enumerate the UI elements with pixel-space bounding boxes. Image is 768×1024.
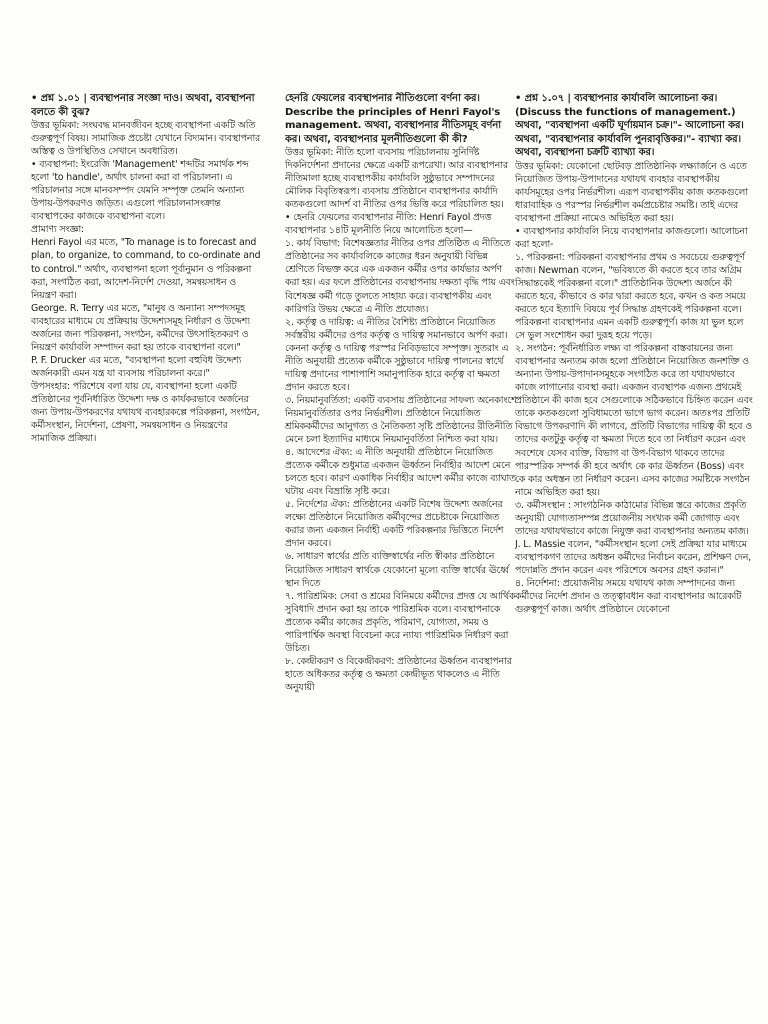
paragraph: ১. পরিকল্পনা: পরিকল্পনা ব্যবস্থাপনার প্রথম ও সবচেয়ে গুরুত্বপূর্ণ কাজ। Newman বলেন, "ভবিষ্যতে কী করতে হবে তার অগ্রিম সিদ্ধান্তকেই পরিকল্পনা বলে।" প্রাতিষ্ঠানিক উদ্দেশ্য অর্জনে কী করতে হবে, কীভাবে ও কার দ্বারা করতে হবে, কখন ও কত সময়ে করতে হবে ইত্যাদি বিষয়ে পূর্ব সিদ্ধান্ত গ্রহণকেই পরিকল্পনা বলে। পরিকল্পনা ব্যবস্থাপনার এমন একটি গুরুত্বপূর্ণ। কাজ যা ভুল হলে সে ভুল সংশোধন করা দুরূহ হয়ে পড়ে। — [515, 251, 746, 342]
question-heading: • প্রশ্ন ১.০১ | ব্যবস্থাপনার সংজ্ঞা দাও। অথবা, ব্যবস্থাপনা বলতে কী বুঝ? — [31, 93, 255, 118]
paragraph: ২. সংগঠন: পূর্বনির্ধারিত লক্ষ্য বা পরিকল্পনা বাস্তবায়নের জন্য ব্যবস্থাপনার অন্যতম কাজ হলো প্রতিষ্ঠানে নিয়োজিত জনশক্তি ও অন্যান্য উপায়-উপাদানসমূহকে সংগঠিত করে তা যথাযথভাবে কাজে লাগানোর ব্যবস্থা করা। একজন ব্যবস্থাপক এজন্য প্রথমেই প্রতিষ্ঠানে কী কাজ হবে সেগুলোকে সঠিকভাবে চিহ্নিত করেন এবং তাকে কতকগুলো সুবিধামতো ভাগে ভাগ করেন। অতঃপর প্রতিটি বিভাগে উপকরণাদি কী লাগবে, প্রতিটি বিভাগের দায়িত্ব কী হবে ও তাদের কতটুকু কর্তৃত্ব বা ক্ষমতা দিতে হবে তা নির্ধারণ করেন এবং সবশেষে যেসব ব্যক্তি, বিভাগ বা উপ-বিভাগ থাকবে তাদের পারস্পরিক সম্পর্ক কী হবে অর্থাৎ কে কার ঊর্ধ্বতন (Boss) এবং কে কার অধস্তন তা নির্ধারণ করেন। এসব কাজের সমষ্টিকে সংগঠন নামে অভিহিত করা হয়। — [515, 343, 753, 498]
paragraph: • হেনরি ফেয়লের ব্যবস্থাপনার নীতি: Henri Fayol প্রদত্ত ব্যবস্থাপনার ১৪টি মূলনীতি নিয়ে আলোচিত হলো— — [285, 212, 492, 237]
paragraph: ৩. নিয়মানুবর্তিতা: একটি ব্যবসায় প্রতিষ্ঠানের সাফল্য অনেকাংশে নিয়মানুবর্তিতার ওপর নির্ভরশীল। প্রতিষ্ঠানে নিয়োজিত শ্রমিককর্মীদের আনুগত্য ও নৈতিকতা সৃষ্টি প্রতিষ্ঠানের রীতিনীতি মেনে চলা ইত্যাদির মাধ্যমে নিয়মানুবর্তিতা নিশ্চিত করা যায়। — [285, 394, 517, 446]
paragraph: প্রামাণ্য সংজ্ঞা: — [31, 224, 85, 236]
paragraph: P. F. Drucker এর মতে, "ব্যবস্থাপনা হলো বহুবিধ উদ্দেশ্য অর্জনকারী এমন যন্ত্র যা ব্যবসায় পরিচালনা করে।" — [31, 354, 242, 379]
paragraph: উত্তর ভূমিকা: যেকোনো ছোটবড় প্রাতিষ্ঠানিক লক্ষ্যার্জনে ও এতে নিয়োজিত উপায়-উপাদানের যথাযথ ব্যবহার ব্যবস্থাপকীয় কার্যসমূহের ওপর নির্ভরশীল। এরূপ ব্যবস্থাপকীয় কাজ কতকগুলো ধারাবাহিক ও পরস্পর নির্ভরশীল কর্মপ্রচেষ্টার সমষ্টি। তাই এদের ব্যবস্থাপনা প্রক্রিয়া নামেও অভিহিত করা হয়। — [515, 160, 748, 224]
paragraph: উপসংহার: পরিশেষে বলা যায় যে, ব্যবস্থাপনা হলো একটি প্রতিষ্ঠানের পূর্বনির্ধারিত উদ্দেশ্য দক্ষ ও কার্যকরভাবে অর্জনের জন্য উপায়-উপকরণের যথাযথ ব্যবহারকল্পে পরিকল্পনা, সংগঠন, কর্মীসংস্থান, নির্দেশনা, প্রেষণা, সমন্বয়সাধন ও নিয়ন্ত্রণের সামাজিক প্রক্রিয়া। — [31, 380, 260, 445]
paragraph: উত্তর ভূমিকা: নীতি হলো ব্যবসায় পরিচালনায় সুনির্দিষ্ট দিকনির্দেশনা প্রদানের ক্ষেত্রে একটি রূপরেখা। আর ব্যবস্থাপনার নীতিমালা হচ্ছে ব্যবস্থাপকীয় কার্যাবলি সুষ্ঠুভাবে সম্পাদনের মৌলিক বিবৃতিস্বরূপ। ব্যবসায় প্রতিষ্ঠানে ব্যবস্থাপনার কার্যাদি কতকগুলো আদর্শ বা নীতির ওপর ভিত্তি করে পরিচালিত হয়। — [285, 147, 508, 211]
paragraph: • ব্যবস্থাপনা: ইংরেজি 'Management' শব্দটির সমার্থক শব্দ হলো 'to handle', অর্থাৎ চালনা করা বা পরিচালনা। এ পরিচালনার সঙ্গে মানবসম্পদ যেমনি সম্পৃক্ত তেমনি অন্যান্য উপায়-উপকরণও জড়িত। এগুলো পরিচালনাসংক্রান্ত ব্যবস্থাপকের কাজকে ব্যবস্থাপনা বলে। — [31, 159, 249, 223]
paragraph: ৮. কেন্দ্রীকরণ ও বিকেন্দ্রীকরণ: প্রতিষ্ঠানের ঊর্ধ্বতন ব্যবস্থাপনার হাতে অধিকতর কর্তৃত্ব ও ক্ষমতা কেন্দ্রীভূত থাকলেও এ নীতি অনুযায়ী — [285, 655, 512, 693]
paragraph: ২. কর্তৃত্ব ও দায়িত্ব: এ নীতির বৈশিষ্ট্য প্রতিষ্ঠানে নিয়োজিত সর্বস্তরীয় কর্মীদের ওপর কর্তৃত্ব ও দায়িত্ব সমানভাবে অর্পণ করা। কেননা কর্তৃত্ব ও দায়িত্ব পরস্পর নিবিড়ভাবে সম্পৃক্ত। সুতরাং এ নীতি অনুযায়ী প্রত্যেক কর্মীকে সুষ্ঠুভাবে দায়িত্ব পালনের স্বার্থে দায়িত্ব প্রদানের পাশাপাশি সমানুপাতিক হারে কর্তৃত্ব বা ক্ষমতা প্রদান করতে হবে। — [285, 316, 509, 393]
paragraph: ৩. কর্মীসংস্থান : সাংগঠনিক কাঠামোর বিভিন্ন স্তরে কাজের প্রকৃতি অনুযায়ী যোগ্যতাসম্পন্ন প্রয়োজনীয় সংখ্যক কর্মী জোগাড় এবং তাদের যথাযথভাবে কাজে নিযুক্ত করা ব্যবস্থাপনার অন্যতম কাজ। J. L. Massie বলেন, "কর্মীসংস্থান হলো সেই প্রক্রিয়া যার মাধ্যমে ব্যবস্থাপকগণ তাদের অধস্তন কর্মীদের নির্বাচন করেন, প্রশিক্ষণ দেন, পদোন্নতি প্রদান করেন এবং পরিশেষে অবসর গ্রহণ করান।" — [515, 499, 752, 576]
paragraph: • ব্যবস্থাপনার কার্যাবলি নিয়ে ব্যবস্থাপনার কাজগুলো। আলোচনা করা হলো- — [515, 225, 748, 250]
paragraph: ৪. আদেশের ঐক্য: এ নীতি অনুযায়ী প্রতিষ্ঠানে নিয়োজিত প্রত্যেক কর্মীকে শুধুমাত্র একজন ঊর্ধ্বতন নির্বাহীর আদেশ মেনে চলতে হবে। কারণ একাধিক নির্বাহীর আদেশ কর্মীর কাজে ব্যাঘাত ঘটায় এবং বিভ্রান্তি সৃষ্টি করে। — [285, 447, 516, 498]
paragraph: ৬. সাধারণ স্বার্থের প্রতি ব্যক্তিস্বার্থের নতি স্বীকার প্রতিষ্ঠানে নিয়োজিত সাধারণ স্বার্থকে যেকোনো মূল্যে ব্যক্তি স্বার্থের ঊর্ধ্বে স্থান দিতে — [285, 551, 509, 589]
paragraph: ৪. নির্দেশনা: প্রয়োজনীয় সময়ে যথাযথ কাজ সম্পাদনের জন্য কর্মীদের নির্দেশ প্রদান ও তত্ত্বাবধান করা ব্যবস্থাপনার আরেকটি গুরুত্বপূর্ণ কাজ। অর্থাৎ প্রতিষ্ঠানে যেকোনো — [515, 578, 742, 616]
question-heading: • প্রশ্ন ১.০৭ | ব্যবস্থাপনার কার্যাবলি আলোচনা কর। (Discuss the functions of management.) অথবা, "ব্যবস্থাপনা একটি ঘূর্ণায়মান চক্র।"- আলোচনা কর। অথবা, "ব্যবস্থাপনার কার্যাবলি পুনরাবৃত্তিকর।"- ব্যাখ্যা কর। অথবা, ব্যবস্থাপনা চক্রটি ব্যাখ্যা কর। — [515, 93, 744, 158]
column-right — [515, 92, 755, 992]
paragraph: ১. কার্য বিভাগ: বিশেষজ্ঞতার নীতির ওপর প্রতিষ্ঠিত এ নীতিতে প্রতিষ্ঠানের সব কার্যাবলিকে কাজের ধরন অনুযায়ী বিভিন্ন শ্রেণিতে বিভক্ত করে এক একজন কর্মীর ওপর কার্যভার অর্পণ করা হয়। এর ফলে প্রতিষ্ঠানের ব্যবস্থাপনায় দক্ষতা বৃদ্ধি পায় এবং বিশেষজ্ঞ কর্মী গড়ে তুলতে সাহায্য করে। ব্যবস্থাপকীয় এবং কারিগরি উভয় ক্ষেত্রে এ নীতি প্রযোজ্য। — [285, 238, 515, 315]
paragraph: Henri Fayol এর মতে, "To manage is to forecast and plan, to organize, to command, to co-ordinate and to control." অর্থাৎ, ব্যবস্থাপনা হলো পূর্বানুমান ও পরিকল্পনা করা, সংগঠিত করা, আদেশ-নির্দেশ দেওয়া, সমন্বয়সাধন ও নিয়ন্ত্রণ করা। — [31, 237, 261, 301]
paragraph: George. R. Terry এর মতে, "মানুষ ও অন্যান্য সম্পদসমূহ ব্যবহারের মাধ্যমে যে প্রক্রিয়ায় উদ্দেশ্যসমূহ নির্ধারণ ও উদ্দেশ্য অর্জনের জন্য পরিকল্পনা, সংগঠন, কর্মীদের উৎসাহিতকরণ ও নিয়ন্ত্রণ কার্যাবলি সম্পাদন করা হয় তাকে ব্যবস্থাপনা বলে।" — [31, 302, 250, 353]
paragraph: উত্তর ভূমিকা: সংঘবদ্ধ মানবজীবন হচ্ছে ব্যবস্থাপনা একটি অতি গুরুত্বপূর্ণ বিষয়। সামাজিক প্রচেষ্টা যেখানে বিদ্যমান। ব্যবস্থাপনার অস্তিত্ব ও উপস্থিতিও সেখানে অবধারিত। — [31, 120, 261, 158]
column-middle — [285, 92, 517, 992]
column-left — [31, 92, 263, 992]
paragraph: ৭. পারিশ্রমিক: সেবা ও শ্রমের বিনিময়ে কর্মীদের প্রদত্ত যে আর্থিক সুবিধাদি প্রদান করা হয় তাকে পারিশ্রমিক বলে। ব্যবস্থাপনাকে প্রত্যেক কর্মীর কাজের প্রকৃতি, পরিমাণ, যোগ্যতা, সময় ও পারিপার্শ্বিক অবস্থা বিবেচনা করে ন্যায্য পারিশ্রমিক নির্ধারণ করা উচিত। — [285, 590, 516, 654]
question-heading: হেনরি ফেয়লের ব্যবস্থাপনার নীতিগুলো বর্ণনা কর। Describe the principles of Henri Fayol's management. অথবা, ব্যবস্থাপনার নীতিসমূহ বর্ণনা কর। অথবা, ব্যবস্থাপনার মূলনীতিগুলো কী কী? — [285, 93, 502, 145]
paragraph: ৫. নির্দেশের ঐক্য: প্রতিষ্ঠানের একটি বিশেষ উদ্দেশ্য অর্জনের লক্ষ্যে প্রতিষ্ঠানে নিয়োজিত কর্মীবৃন্দের প্রচেষ্টাকে নিয়োজিত করার জন্য একজন নির্বাহী একটি পরিকল্পনার ভিত্তিতে নির্দেশ প্রদান করবে। — [285, 499, 504, 550]
